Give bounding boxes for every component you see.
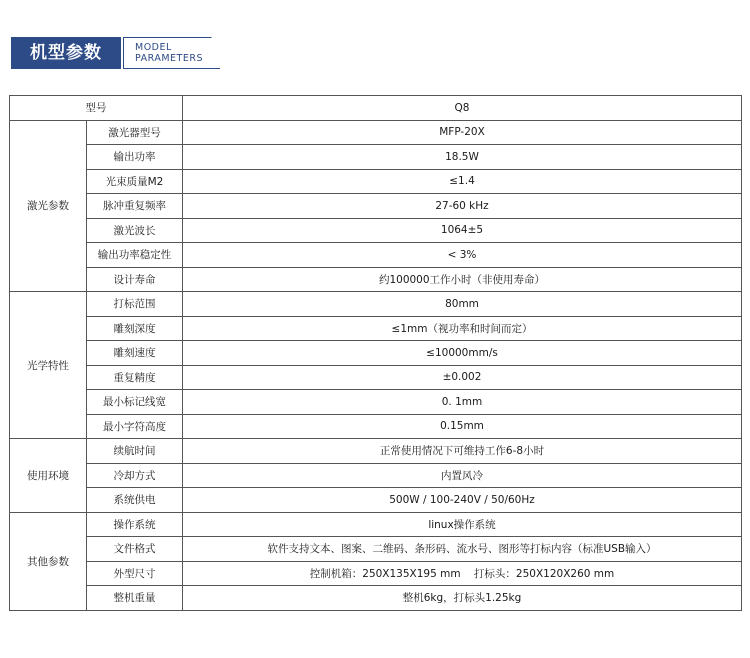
table-row bbox=[10, 292, 742, 317]
param-label: 操作系统 bbox=[87, 512, 183, 537]
table-row bbox=[10, 243, 742, 268]
model-value: Q8 bbox=[183, 96, 742, 121]
param-label: 续航时间 bbox=[87, 439, 183, 464]
category-cell: 使用环境 bbox=[10, 439, 87, 513]
param-value: 约100000工作小时（非使用寿命） bbox=[183, 267, 742, 292]
table-row bbox=[10, 488, 742, 513]
param-value: 软件支持文本、图案、二维码、条形码、流水号、图形等打标内容（标准USB输入） bbox=[183, 537, 742, 562]
param-value: 内置风冷 bbox=[183, 463, 742, 488]
param-value: ±0.002 bbox=[183, 365, 742, 390]
param-value: < 3% bbox=[183, 243, 742, 268]
table-row-model bbox=[10, 96, 742, 121]
param-label: 打标范围 bbox=[87, 292, 183, 317]
table-row bbox=[10, 267, 742, 292]
param-value: 18.5W bbox=[183, 145, 742, 170]
table-row bbox=[10, 390, 742, 415]
param-value: 80mm bbox=[183, 292, 742, 317]
param-label: 最小标记线宽 bbox=[87, 390, 183, 415]
param-value: 整机6kg，打标头1.25kg bbox=[183, 586, 742, 611]
param-label: 外型尺寸 bbox=[87, 561, 183, 586]
param-value: MFP-20X bbox=[183, 120, 742, 145]
table-row bbox=[10, 316, 742, 341]
section-header bbox=[11, 37, 211, 69]
param-label: 最小字符高度 bbox=[87, 414, 183, 439]
section-title: 机型参数 bbox=[11, 37, 121, 69]
model-label: 型号 bbox=[10, 96, 183, 121]
param-value: 控制机箱：250X135X195 mm 打标头：250X120X260 mm bbox=[183, 561, 742, 586]
table-row bbox=[10, 439, 742, 464]
table-row bbox=[10, 586, 742, 611]
param-value: 1064±5 bbox=[183, 218, 742, 243]
param-value: 0.15mm bbox=[183, 414, 742, 439]
table-row bbox=[10, 512, 742, 537]
table-row bbox=[10, 194, 742, 219]
table-row bbox=[10, 120, 742, 145]
category-cell: 激光参数 bbox=[10, 120, 87, 292]
param-label: 脉冲重复频率 bbox=[87, 194, 183, 219]
param-value: ≤1.4 bbox=[183, 169, 742, 194]
param-label: 设计寿命 bbox=[87, 267, 183, 292]
param-label: 激光器型号 bbox=[87, 120, 183, 145]
param-value: 27-60 kHz bbox=[183, 194, 742, 219]
table-row bbox=[10, 145, 742, 170]
param-label: 输出功率稳定性 bbox=[87, 243, 183, 268]
subtitle-line-2: PARAMETERS bbox=[135, 53, 203, 64]
param-label: 雕刻深度 bbox=[87, 316, 183, 341]
spec-table bbox=[9, 95, 742, 611]
param-label: 文件格式 bbox=[87, 537, 183, 562]
table-row bbox=[10, 365, 742, 390]
param-label: 雕刻速度 bbox=[87, 341, 183, 366]
param-value: linux操作系统 bbox=[183, 512, 742, 537]
param-value: 正常使用情况下可维持工作6-8小时 bbox=[183, 439, 742, 464]
table-row bbox=[10, 169, 742, 194]
table-row bbox=[10, 463, 742, 488]
table-row bbox=[10, 218, 742, 243]
param-value: 0. 1mm bbox=[183, 390, 742, 415]
param-label: 重复精度 bbox=[87, 365, 183, 390]
param-label: 输出功率 bbox=[87, 145, 183, 170]
param-label: 光束质量M2 bbox=[87, 169, 183, 194]
param-label: 激光波长 bbox=[87, 218, 183, 243]
section-subtitle bbox=[123, 37, 220, 69]
param-label: 整机重量 bbox=[87, 586, 183, 611]
param-value: 500W / 100-240V / 50/60Hz bbox=[183, 488, 742, 513]
table-row bbox=[10, 561, 742, 586]
param-label: 系统供电 bbox=[87, 488, 183, 513]
category-cell: 其他参数 bbox=[10, 512, 87, 610]
table-row bbox=[10, 537, 742, 562]
param-value: ≤10000mm/s bbox=[183, 341, 742, 366]
table-row bbox=[10, 414, 742, 439]
param-value: ≤1mm（视功率和时间而定） bbox=[183, 316, 742, 341]
param-label: 冷却方式 bbox=[87, 463, 183, 488]
subtitle-line-1: MODEL bbox=[135, 42, 172, 53]
table-row bbox=[10, 341, 742, 366]
category-cell: 光学特性 bbox=[10, 292, 87, 439]
